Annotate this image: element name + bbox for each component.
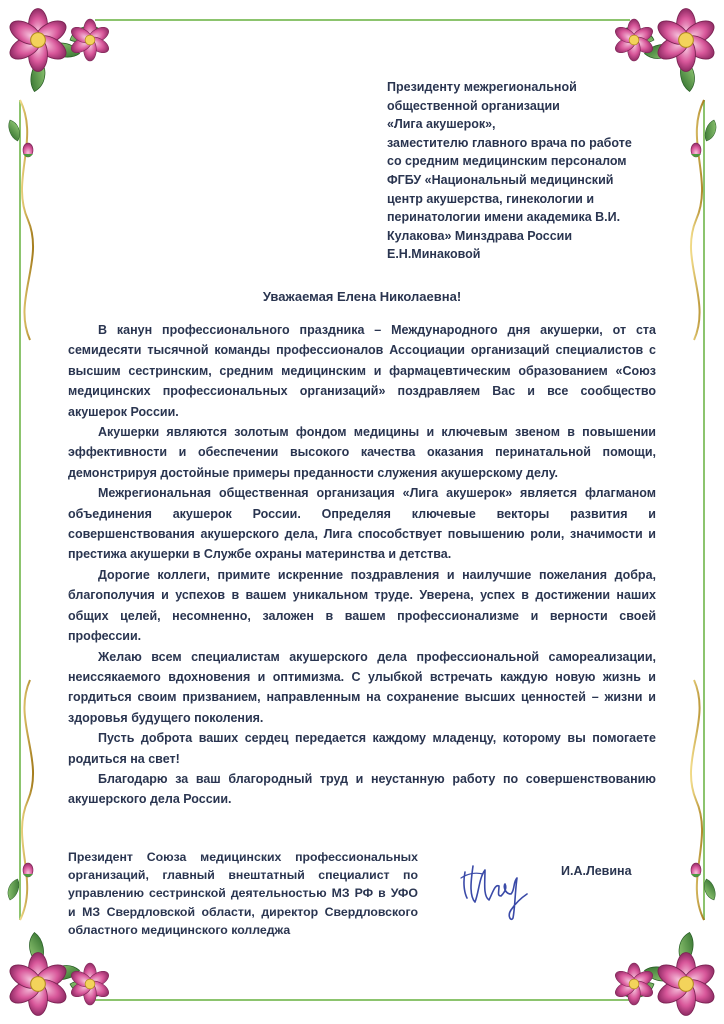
addressee-line: «Лига акушерок»,: [387, 117, 496, 132]
body-paragraph: Желаю всем специалистам акушерского дела профессиональной самореализации, неиссякаемого вдохновения и оптимизма. С улыбкой встречать каждую новую жизнь и гордиться своим призванием, направленным на сохранение высших ценностей – жизни и здоровья будущего поколения.: [68, 649, 656, 725]
body-paragraph: Акушерки являются золотым фондом медицины и ключевым звеном в повышении эффективности и обеспечении высокого качества оказания перинатальной помощи, демонстрируя достойные примеры преданности служения акушерскому делу.: [68, 425, 656, 480]
addressee-line: перинатологии имени академика В.И.: [387, 210, 621, 225]
addressee-block: [387, 78, 687, 264]
body-paragraph: Благодарю за ваш благородный труд и неустанную работу по совершенствованию акушерского дела России.: [68, 771, 656, 807]
addressee-line: центр акушерства, гинекологии и: [387, 191, 595, 206]
signer-name: И.А.Левина: [561, 864, 632, 878]
addressee-line: Е.Н.Минаковой: [387, 247, 481, 262]
body-paragraph: В канун профессионального праздника – Международного дня акушерки, от ста семидесяти тысячной команды профессионалов Ассоциации организаций специалистов с высшим сестринским, средним медицинским и фармацевтическим образованием «Союз медицинских профессиональных организаций» поздравляем Вас и все сообщество акушерок России.: [68, 323, 656, 419]
addressee-line: Президенту межрегиональной: [387, 80, 577, 94]
body-paragraph: Пусть доброта ваших сердец передается каждому младенцу, которому вы помогаете родиться на свет!: [68, 731, 656, 766]
handwritten-signature: [455, 852, 545, 924]
letter-body: [68, 320, 656, 810]
body-paragraph: Дорогие коллеги, примите искренние поздравления и наилучшие пожелания добра, благополучия и успехов в вашем уникальном труде. Уверена, успех в достижении наших общих целей, несомненно, заложен в вашем профессионализме и верности своей профессии.: [68, 567, 656, 644]
addressee-line: ФГБУ «Национальный медицинский: [387, 172, 614, 187]
addressee-line: общественной организации: [387, 98, 560, 113]
addressee-line: со средним медицинским персоналом: [387, 154, 627, 169]
signer-title: Президент Союза медицинских профессиональных организаций, главный внештатный специалист по управлению сестринской деятельностью МЗ РФ в УФО и МЗ Свердловской области, директор Свердловского областного медицинского колледжа: [68, 850, 418, 937]
body-paragraph: Межрегиональная общественная организация «Лига акушерок» является флагманом объединения акушерок России. Определяя ключевые векторы развития и совершенствования акушерского дела, Лига способствует повышению роли, значимости и престижа акушерки в Службе охраны материнства и детства.: [68, 486, 656, 562]
addressee-line: Кулакова» Минздрава России: [387, 228, 573, 243]
addressee-line: заместителю главного врача по работе: [387, 135, 632, 150]
greeting-heading: Уважаемая Елена Николаевна!: [262, 289, 462, 304]
